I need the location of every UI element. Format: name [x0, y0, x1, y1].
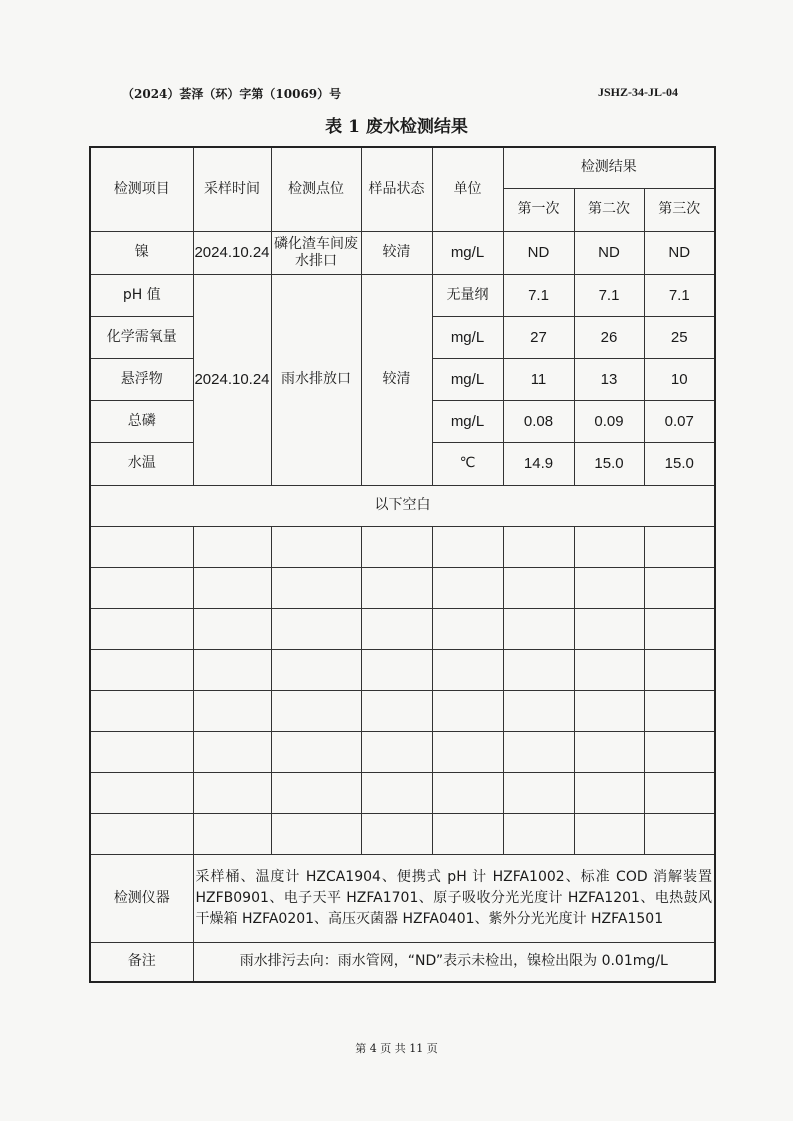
blank-note: 以下空白 — [90, 485, 715, 526]
cell-time: 2024.10.24 — [193, 231, 271, 274]
empty-row — [90, 526, 715, 567]
document-number: （2024）荟泽（环）字第（10069）号 — [122, 87, 342, 101]
cell-value-1: 0.08 — [503, 400, 574, 442]
cell-value-1: 11 — [503, 358, 574, 400]
cell-location: 磷化渣车间废水排口 — [271, 231, 361, 274]
remark-text: 雨水排污去向：雨水管网，“ND”表示未检出，镍检出限为 0.01mg/L — [193, 942, 715, 982]
empty-row — [90, 772, 715, 813]
cell-item: 悬浮物 — [90, 358, 193, 400]
col-header-first: 第一次 — [503, 188, 574, 231]
cell-item: 总磷 — [90, 400, 193, 442]
cell-value-2: 26 — [574, 316, 644, 358]
results-table — [89, 146, 716, 983]
table-row — [90, 274, 715, 316]
col-header-state: 样品状态 — [361, 147, 432, 231]
table-row — [90, 231, 715, 274]
cell-value-3: 25 — [644, 316, 715, 358]
col-header-second: 第二次 — [574, 188, 644, 231]
cell-value-2: 13 — [574, 358, 644, 400]
cell-unit: mg/L — [432, 316, 503, 358]
instruments-label: 检测仪器 — [90, 854, 193, 942]
cell-item: 水温 — [90, 442, 193, 485]
cell-value-1: 27 — [503, 316, 574, 358]
form-code: JSHZ-34-JL-04 — [598, 85, 679, 99]
cell-state: 较清 — [361, 274, 432, 485]
cell-value-1: ND — [503, 231, 574, 274]
cell-item: 化学需氧量 — [90, 316, 193, 358]
cell-unit: mg/L — [432, 358, 503, 400]
instruments-text: 采样桶、温度计 HZCA1904、便携式 pH 计 HZFA1002、标准 COD 消解装置 HZFB0901、电子天平 HZFA1701、原子吸收分光光度计 HZFA1201、电热鼓风干燥箱 HZFA0201、高压灭菌器 HZFA0401、紫外分光光度计 HZFA1501 — [193, 854, 715, 942]
cell-value-3: 15.0 — [644, 442, 715, 485]
cell-value-3: 7.1 — [644, 274, 715, 316]
col-header-time: 采样时间 — [193, 147, 271, 231]
cell-state: 较清 — [361, 231, 432, 274]
empty-row — [90, 813, 715, 854]
cell-value-2: 15.0 — [574, 442, 644, 485]
col-header-results: 检测结果 — [503, 147, 715, 188]
cell-unit: ℃ — [432, 442, 503, 485]
cell-item: pH 值 — [90, 274, 193, 316]
empty-row — [90, 567, 715, 608]
cell-value-3: 10 — [644, 358, 715, 400]
empty-row — [90, 608, 715, 649]
cell-location: 雨水排放口 — [271, 274, 361, 485]
cell-value-2: ND — [574, 231, 644, 274]
empty-row — [90, 649, 715, 690]
page-title: 表 1 废水检测结果 — [325, 117, 468, 137]
empty-row — [90, 690, 715, 731]
col-header-location: 检测点位 — [271, 147, 361, 231]
cell-value-2: 7.1 — [574, 274, 644, 316]
cell-unit: mg/L — [432, 231, 503, 274]
remark-label: 备注 — [90, 942, 193, 982]
page-number: 第 4 页 共 11 页 — [355, 1042, 438, 1055]
cell-unit: mg/L — [432, 400, 503, 442]
col-header-third: 第三次 — [644, 188, 715, 231]
cell-item: 镍 — [90, 231, 193, 274]
cell-unit: 无量纲 — [432, 274, 503, 316]
col-header-item: 检测项目 — [90, 147, 193, 231]
cell-value-3: ND — [644, 231, 715, 274]
cell-value-2: 0.09 — [574, 400, 644, 442]
cell-time: 2024.10.24 — [193, 274, 271, 485]
cell-value-3: 0.07 — [644, 400, 715, 442]
col-header-unit: 单位 — [432, 147, 503, 231]
empty-row — [90, 731, 715, 772]
cell-value-1: 14.9 — [503, 442, 574, 485]
cell-value-1: 7.1 — [503, 274, 574, 316]
